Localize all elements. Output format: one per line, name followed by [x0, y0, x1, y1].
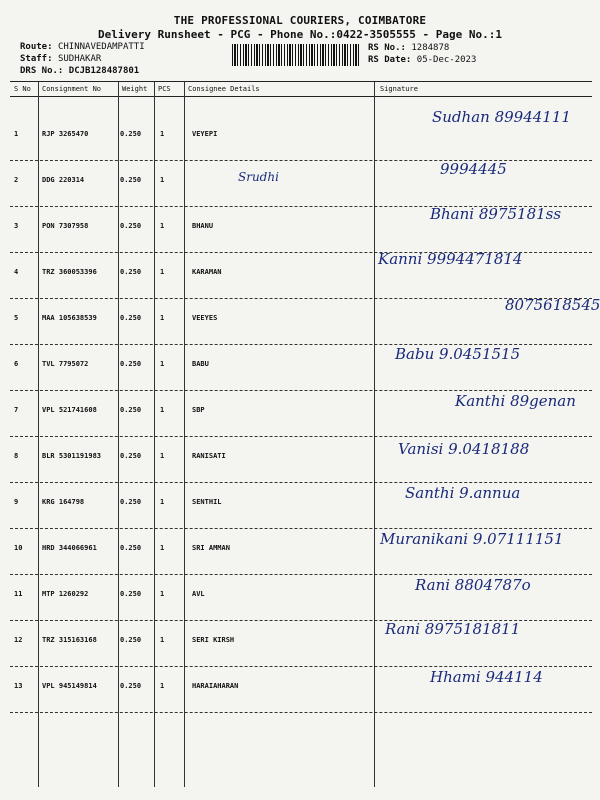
staff-value: SUDHAKAR — [57, 54, 102, 64]
row-consignment-no: RJP 3265470 — [42, 130, 89, 138]
row-weight: 0.250 — [120, 636, 142, 644]
rs-no-value: 1284878 — [411, 43, 450, 53]
rs-no-label: RS No.: — [368, 43, 406, 53]
col-weight-header: Weight — [122, 85, 148, 93]
row-weight: 0.250 — [120, 452, 142, 460]
row-pcs: 1 — [160, 406, 165, 414]
route-label: Route: — [20, 42, 53, 52]
row-consignment-no: TRZ 360053396 — [42, 268, 97, 276]
row-weight: 0.250 — [120, 406, 142, 414]
row-signature: Rani 8975181811 — [385, 620, 521, 638]
row-pcs: 1 — [160, 130, 165, 138]
row-consignee: HARAIAHARAN — [192, 682, 239, 690]
row-pcs: 1 — [160, 452, 165, 460]
row-pcs: 1 — [160, 360, 165, 368]
row-signature: Muranikani 9.07111151 — [380, 530, 564, 548]
row-sno: 9 — [14, 498, 19, 506]
rs-date-value: 05-Dec-2023 — [416, 55, 477, 65]
row-signature: 9994445 — [440, 160, 507, 178]
staff-line — [20, 54, 101, 64]
row-separator — [10, 528, 592, 529]
row-sno: 4 — [14, 268, 19, 276]
row-signature: Sudhan 89944111 — [432, 108, 571, 126]
row-consignment-no: MTP 1260292 — [42, 590, 89, 598]
row-signature: Kanthi 89genan — [455, 392, 576, 410]
row-sno: 11 — [14, 590, 23, 598]
row-consignment-no: TRZ 315163168 — [42, 636, 97, 644]
drs-label: DRS No.: — [20, 66, 64, 76]
col-consignment-header: Consignment No — [42, 85, 102, 93]
row-signature: Babu 9.0451515 — [395, 345, 521, 363]
row-separator — [10, 436, 592, 437]
row-sno: 5 — [14, 314, 19, 322]
rs-no-line — [368, 43, 449, 53]
row-sno: 12 — [14, 636, 23, 644]
row-signature: 8075618545 — [505, 296, 600, 314]
row-consignment-no: KRG 164798 — [42, 498, 85, 506]
row-consignee: SENTHIL — [192, 498, 222, 506]
row-weight: 0.250 — [120, 682, 142, 690]
row-weight: 0.250 — [120, 314, 142, 322]
row-consignee: BHANU — [192, 222, 214, 230]
row-consignee: BABU — [192, 360, 209, 368]
row-separator — [10, 390, 592, 391]
row-signature: Hhami 944114 — [430, 668, 543, 686]
row-weight: 0.250 — [120, 590, 142, 598]
row-weight: 0.250 — [120, 268, 142, 276]
col-divider — [184, 82, 185, 787]
col-signature-header: Signature — [380, 85, 418, 93]
row-signature: Santhi 9.annua — [405, 484, 521, 502]
table-top-rule — [10, 81, 592, 82]
row-separator — [10, 712, 592, 713]
row-sno: 10 — [14, 544, 23, 552]
row-pcs: 1 — [160, 268, 165, 276]
col-pcs-header: PCS — [158, 85, 171, 93]
row-consignment-no: MAA 105638539 — [42, 314, 97, 322]
row-consignment-no: DDG 220314 — [42, 176, 85, 184]
row-signature: Kanni 9994471814 — [378, 250, 523, 268]
row-sno: 1 — [14, 130, 19, 138]
row-sno: 6 — [14, 360, 19, 368]
row-signature: Vanisi 9.0418188 — [398, 440, 530, 458]
company-title: THE PROFESSIONAL COURIERS, COIMBATORE — [173, 14, 427, 27]
row-consignment-no: BLR 5301191983 — [42, 452, 102, 460]
row-pcs: 1 — [160, 682, 165, 690]
row-pcs: 1 — [160, 176, 165, 184]
table-header-rule — [10, 96, 592, 97]
drs-line — [20, 66, 139, 76]
row-weight: 0.250 — [120, 498, 142, 506]
row-consignment-no: TVL 7795072 — [42, 360, 89, 368]
row-sno: 7 — [14, 406, 19, 414]
row-consignment-no: HRD 344066961 — [42, 544, 97, 552]
row-pcs: 1 — [160, 222, 165, 230]
col-sno-header: S No — [14, 85, 31, 93]
col-consignee-header: Consignee Details — [188, 85, 260, 93]
row-sno: 2 — [14, 176, 19, 184]
route-value: CHINNAVEDAMPATTI — [57, 42, 145, 52]
rs-date-line — [368, 55, 476, 65]
row-consignee: VEEYES — [192, 314, 218, 322]
extra-signature: Srudhi — [238, 170, 279, 184]
row-consignment-no: PON 7307958 — [42, 222, 89, 230]
col-divider — [118, 82, 119, 787]
row-consignee: AVL — [192, 590, 205, 598]
row-consignment-no: VPL 945149814 — [42, 682, 97, 690]
barcode — [232, 44, 360, 66]
row-separator — [10, 666, 592, 667]
col-divider — [154, 82, 155, 787]
row-consignee: VEYEPI — [192, 130, 218, 138]
row-weight: 0.250 — [120, 176, 142, 184]
row-signature: Rani 8804787o — [415, 576, 531, 594]
row-pcs: 1 — [160, 590, 165, 598]
runsheet-subtitle: Delivery Runsheet - PCG - Phone No.:0422-3505555 - Page No.:1 — [98, 28, 502, 41]
row-consignee: RANISATI — [192, 452, 226, 460]
row-consignee: KARAMAN — [192, 268, 222, 276]
col-divider — [38, 82, 39, 787]
staff-label: Staff: — [20, 54, 53, 64]
row-separator — [10, 574, 592, 575]
row-consignment-no: VPL 521741608 — [42, 406, 97, 414]
row-weight: 0.250 — [120, 544, 142, 552]
row-pcs: 1 — [160, 636, 165, 644]
row-pcs: 1 — [160, 314, 165, 322]
row-separator — [10, 482, 592, 483]
row-weight: 0.250 — [120, 130, 142, 138]
row-pcs: 1 — [160, 498, 165, 506]
row-consignee: SRI AMMAN — [192, 544, 230, 552]
route-line — [20, 42, 145, 52]
row-pcs: 1 — [160, 544, 165, 552]
row-sno: 3 — [14, 222, 19, 230]
row-sno: 13 — [14, 682, 23, 690]
drs-value: DCJB128487801 — [68, 66, 140, 76]
rs-date-label: RS Date: — [368, 55, 412, 65]
row-sno: 8 — [14, 452, 19, 460]
row-weight: 0.250 — [120, 360, 142, 368]
row-weight: 0.250 — [120, 222, 142, 230]
row-signature: Bhani 8975181ss — [430, 205, 562, 223]
row-consignee: SBP — [192, 406, 205, 414]
row-consignee: SERI KIRSH — [192, 636, 235, 644]
col-divider — [374, 82, 375, 787]
